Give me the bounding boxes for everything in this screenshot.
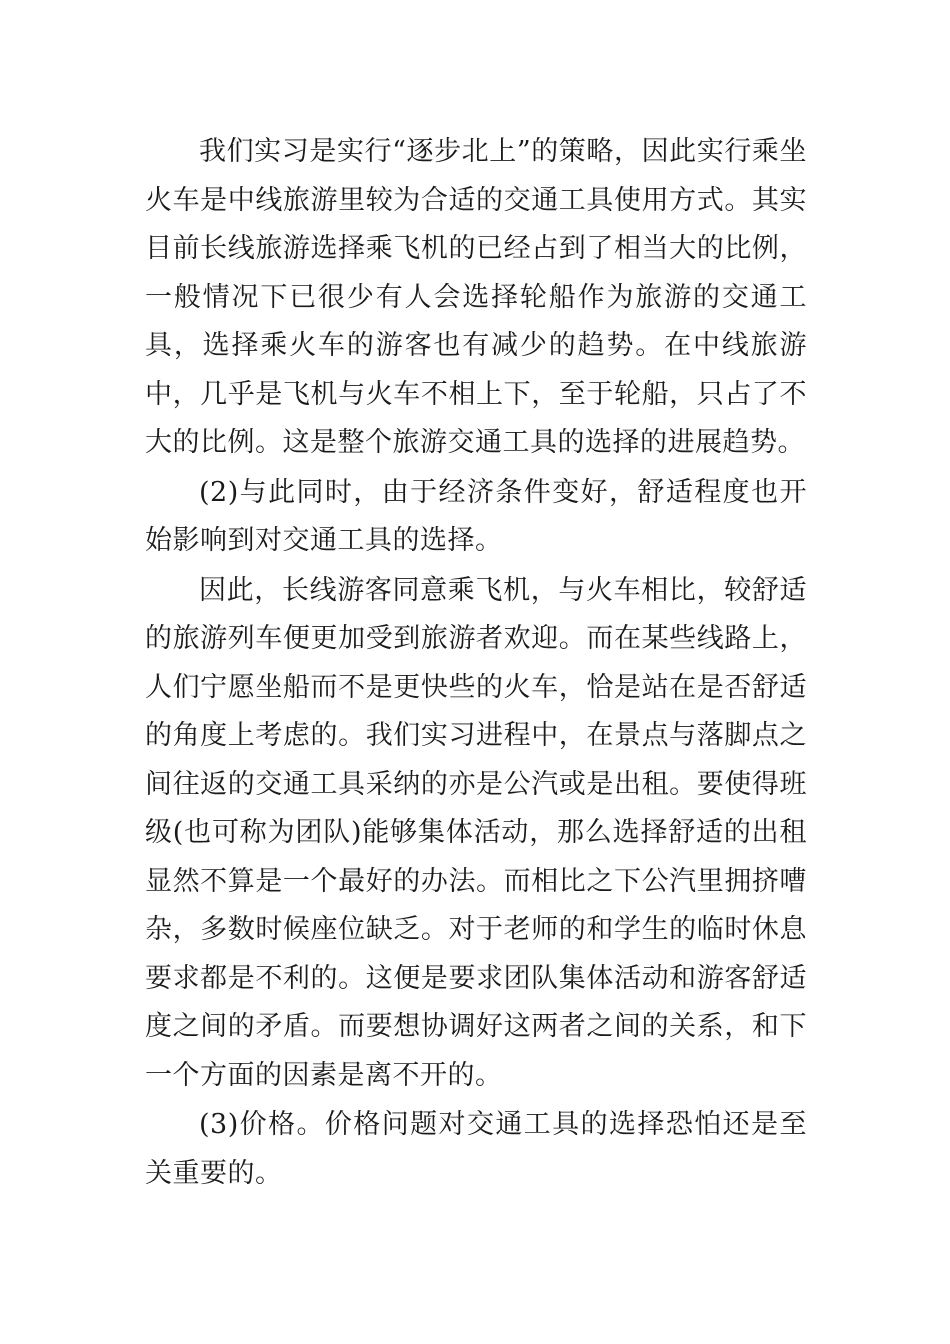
paragraph-transport-strategy: 我们实习是实行“逐步北上”的策略，因此实行乘坐火车是中线旅游里较为合适的交通工具使用方式。其实目前长线旅游选择乘飞机的已经占到了相当大的比例，一般情况下已很少有人会选择轮船作为旅游的交通工具，选择乘火车的游客也有减少的趋势。在中线旅游中，几乎是飞机与火车不相上下，至于轮船，只占了不大的比例。这是整个旅游交通工具的选择的进展趋势。 bbox=[145, 136, 807, 458]
paragraph-comfort-factor: (2)与此同时，由于经济条件变好，舒适程度也开始影响到对交通工具的选择。 bbox=[145, 476, 807, 556]
paragraph-comfort-details: 因此，长线游客同意乘飞机，与火车相比，较舒适的旅游列车便更加受到旅游者欢迎。而在某些线路上，人们宁愿坐船而不是更快些的火车，恰是站在是否舒适的角度上考虑的。我们实习进程中，在景点与落脚点之间往返的交通工具采纳的亦是公汽或是出租。要使得班级(也可称为团队)能够集体活动，那么选择舒适的出租显然不算是一个最好的办法。而相比之下公汽里拥挤嘈杂，多数时候座位缺乏。对于老师的和学生的临时休息要求都是不利的。这便是要求团队集体活动和游客舒适度之间的矛盾。而要想协调好这两者之间的关系，和下一个方面的因素是离不开的。 bbox=[145, 574, 807, 1091]
paragraph-price-factor: (3)价格。价格问题对交通工具的选择恐怕还是至关重要的。 bbox=[145, 1109, 807, 1189]
body-text bbox=[145, 128, 807, 1198]
